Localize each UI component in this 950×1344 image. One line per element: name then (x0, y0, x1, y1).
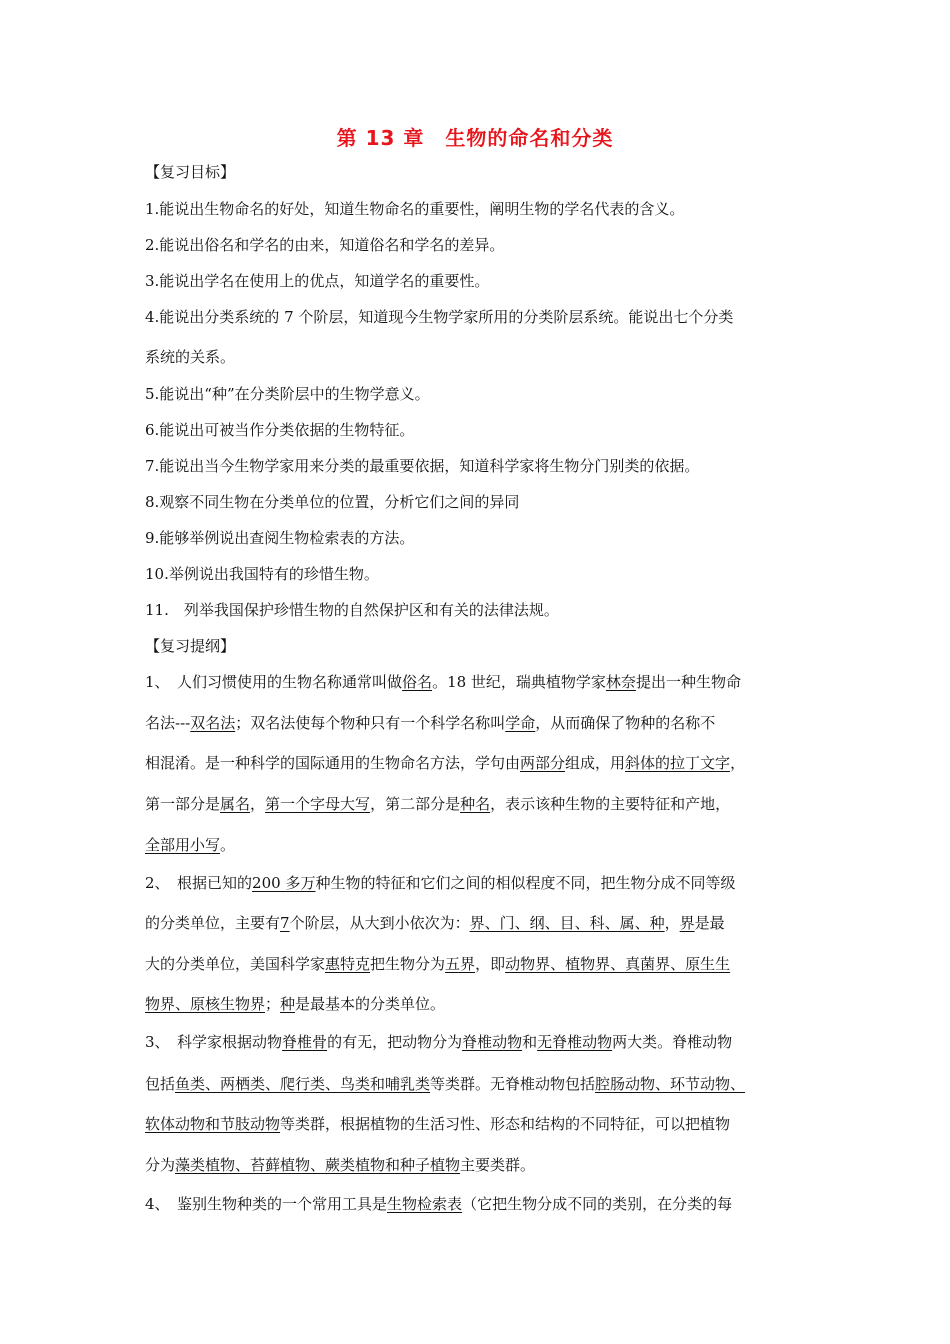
underlined-term: 界 (679, 914, 695, 932)
underlined-term: 200 多万 (252, 874, 316, 892)
underlined-term: 五界 (445, 955, 476, 973)
underlined-term: 种名 (460, 795, 491, 813)
underlined-term: 腔肠动物、环节动物、 (595, 1075, 746, 1093)
underlined-term: 斜体的拉丁文字 (625, 754, 731, 772)
underlined-term: 无脊椎动物 (537, 1033, 613, 1051)
outline-text: 个阶层，从大到小依次为： (289, 914, 470, 932)
underlined-term: 双名法 (190, 714, 236, 732)
outline-line (145, 1155, 535, 1175)
outline-text: 。 (220, 836, 236, 854)
outline-text: 2、 根据已知的 (145, 874, 253, 892)
outline-text: 的分类单位，主要有 (145, 914, 281, 932)
goal-item: 4.能说出分类系统的 7 个阶层，知道现今生物学家所用的分类阶层系统。能说出七个分类 (145, 308, 734, 326)
outline-text: 名法--- (145, 714, 191, 732)
underlined-term: 脊椎动物 (462, 1033, 523, 1051)
outline-text: 主要类群。 (460, 1156, 536, 1174)
underlined-term: 鱼类、两栖类、爬行类、鸟类和哺乳类 (175, 1075, 431, 1093)
goal-item: 11. 列举我国保护珍惜生物的自然保护区和有关的法律法规。 (145, 601, 559, 619)
underlined-term: 种 (280, 995, 296, 1013)
underlined-term: 藻类植物、苔藓植物、蕨类植物和种子植物 (175, 1156, 461, 1174)
underlined-term: 俗名 (402, 673, 433, 691)
outline-text: 包括 (145, 1075, 176, 1093)
review-goals-heading: 【复习目标】 (145, 163, 236, 181)
goal-item: 9.能够举例说出查阅生物检索表的方法。 (145, 529, 415, 547)
outline-text: 是最 (694, 914, 725, 932)
outline-text: ；双名法使每个物种只有一个科学名称叫 (235, 714, 506, 732)
underlined-term: 两部分 (520, 754, 566, 772)
outline-text: 两大类。脊椎动物 (612, 1033, 733, 1051)
outline-line (145, 835, 235, 855)
outline-text: 分为 (145, 1156, 176, 1174)
underlined-term: 生物检索表 (387, 1195, 463, 1213)
outline-text: ，即 (475, 955, 506, 973)
outline-line (145, 873, 735, 893)
underlined-term: 7 (280, 914, 290, 932)
review-outline-heading: 【复习提纲】 (145, 637, 236, 655)
outline-text: 等类群。无脊椎动物包括 (430, 1075, 596, 1093)
outline-text: ， (730, 754, 746, 772)
outline-text: ，从而确保了物种的名称不 (535, 714, 716, 732)
goal-item: 3.能说出学名在使用上的优点，知道学名的重要性。 (145, 272, 490, 290)
underlined-term: 动物界、植物界、真菌界、原生生 (505, 955, 731, 973)
goal-item: 1.能说出生物命名的好处，知道生物命名的重要性，阐明生物的学名代表的含义。 (145, 200, 685, 218)
outline-text: 大的分类单位，美国科学家 (145, 955, 326, 973)
underlined-term: 惠特克 (325, 955, 371, 973)
underlined-term: 属名 (220, 795, 251, 813)
outline-line (145, 994, 445, 1014)
outline-line (145, 794, 730, 814)
outline-line (145, 954, 730, 974)
outline-text: 是最基本的分类单位。 (295, 995, 446, 1013)
outline-line (145, 1032, 732, 1052)
outline-text: 组成，用 (565, 754, 626, 772)
outline-text: 第一部分是 (145, 795, 221, 813)
outline-text: ，表示该种生物的主要特征和产地， (490, 795, 731, 813)
outline-line (145, 1114, 730, 1134)
outline-line (145, 753, 745, 773)
outline-text: 的有无，把动物分为 (327, 1033, 463, 1051)
outline-text: 。18 世纪，瑞典植物学家 (432, 673, 606, 691)
outline-text: ； (265, 995, 281, 1013)
outline-text: 4、 鉴别生物种类的一个常用工具是 (145, 1195, 388, 1213)
outline-line (145, 913, 725, 933)
underlined-term: 林奈 (605, 673, 636, 691)
outline-text: 相混淆。是一种科学的国际通用的生物命名方法，学句由 (145, 754, 521, 772)
outline-line (145, 672, 741, 692)
outline-text: 等类群，根据植物的生活习性、形态和结构的不同特征，可以把植物 (280, 1115, 731, 1133)
underlined-term: 第一个字母大写 (265, 795, 371, 813)
outline-text: ， (664, 914, 680, 932)
goal-item: 10.举例说出我国特有的珍惜生物。 (145, 565, 379, 583)
outline-line (145, 713, 715, 733)
outline-text: ， (250, 795, 266, 813)
outline-text: 3、 科学家根据动物 (145, 1033, 283, 1051)
underlined-term: 脊椎骨 (282, 1033, 328, 1051)
outline-text: 提出一种生物命 (635, 673, 741, 691)
goal-item: 系统的关系。 (145, 348, 236, 366)
goal-item: 8.观察不同生物在分类单位的位置，分析它们之间的异同 (145, 493, 520, 511)
outline-text: 和 (522, 1033, 538, 1051)
outline-line (145, 1074, 745, 1094)
underlined-term: 全部用小写 (145, 836, 221, 854)
outline-text: 种生物的特征和它们之间的相似程度不同，把生物分成不同等级 (315, 874, 736, 892)
goal-item: 5.能说出“种”在分类阶层中的生物学意义。 (145, 385, 430, 403)
outline-text: 1、 人们习惯使用的生物名称通常叫做 (145, 673, 403, 691)
goal-item: 2.能说出俗名和学名的由来，知道俗名和学名的差异。 (145, 236, 505, 254)
underlined-term: 学命 (505, 714, 536, 732)
underlined-term: 物界、原核生物界 (145, 995, 266, 1013)
outline-text: ，第二部分是 (370, 795, 461, 813)
page-title: 第 13 章 生物的命名和分类 (336, 126, 614, 150)
outline-text: 把生物分为 (370, 955, 446, 973)
goal-item: 7.能说出当今生物学家用来分类的最重要依据，知道科学家将生物分门别类的依据。 (145, 457, 700, 475)
outline-line (145, 1194, 732, 1214)
outline-text: （它把生物分成不同的类别，在分类的每 (462, 1195, 733, 1213)
goal-item: 6.能说出可被当作分类依据的生物特征。 (145, 421, 415, 439)
underlined-term: 界、门、纲、目、科、属、种 (469, 914, 665, 932)
underlined-term: 软体动物和节肢动物 (145, 1115, 281, 1133)
